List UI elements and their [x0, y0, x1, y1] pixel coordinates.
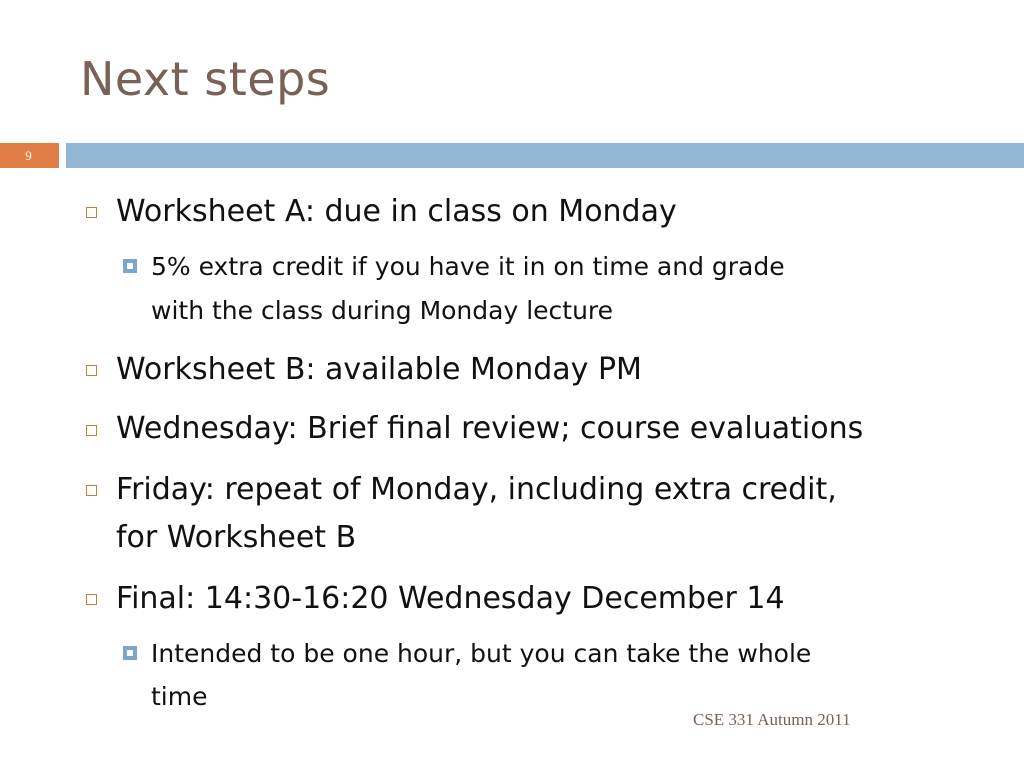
- bullet-square-icon: [86, 207, 97, 218]
- bullet-square-icon: [86, 594, 97, 605]
- bullet-square-icon: [86, 425, 97, 436]
- slide-number: 9: [25, 148, 32, 163]
- bullet-text: Worksheet B: available Monday PM: [116, 352, 642, 387]
- sub-bullet-text-line2: time: [151, 682, 208, 711]
- sub-bullet-square-icon: [123, 646, 137, 660]
- bullet-text-line2: for Worksheet B: [116, 520, 357, 555]
- slide-footer: CSE 331 Autumn 2011: [693, 710, 851, 729]
- bullet-text: Final: 14:30-16:20 Wednesday December 14: [116, 581, 785, 616]
- sub-bullet-text-line2: with the class during Monday lecture: [151, 296, 614, 325]
- bullet-text-line1: Friday: repeat of Monday, including extra credit,: [116, 472, 837, 507]
- bullet-square-icon: [86, 365, 97, 376]
- sub-bullet-text-line1: Intended to be one hour, but you can take the whole: [151, 639, 812, 668]
- bullet-text: Worksheet A: due in class on Monday: [116, 194, 677, 229]
- bullet-square-icon: [86, 485, 97, 496]
- sub-bullet-text-line1: 5% extra credit if you have it in on time and grade: [151, 252, 785, 281]
- slide-title: Next steps: [80, 52, 331, 106]
- bullet-text: Wednesday: Brief final review; course evaluations: [116, 411, 864, 446]
- sub-bullet-square-icon: [123, 259, 137, 273]
